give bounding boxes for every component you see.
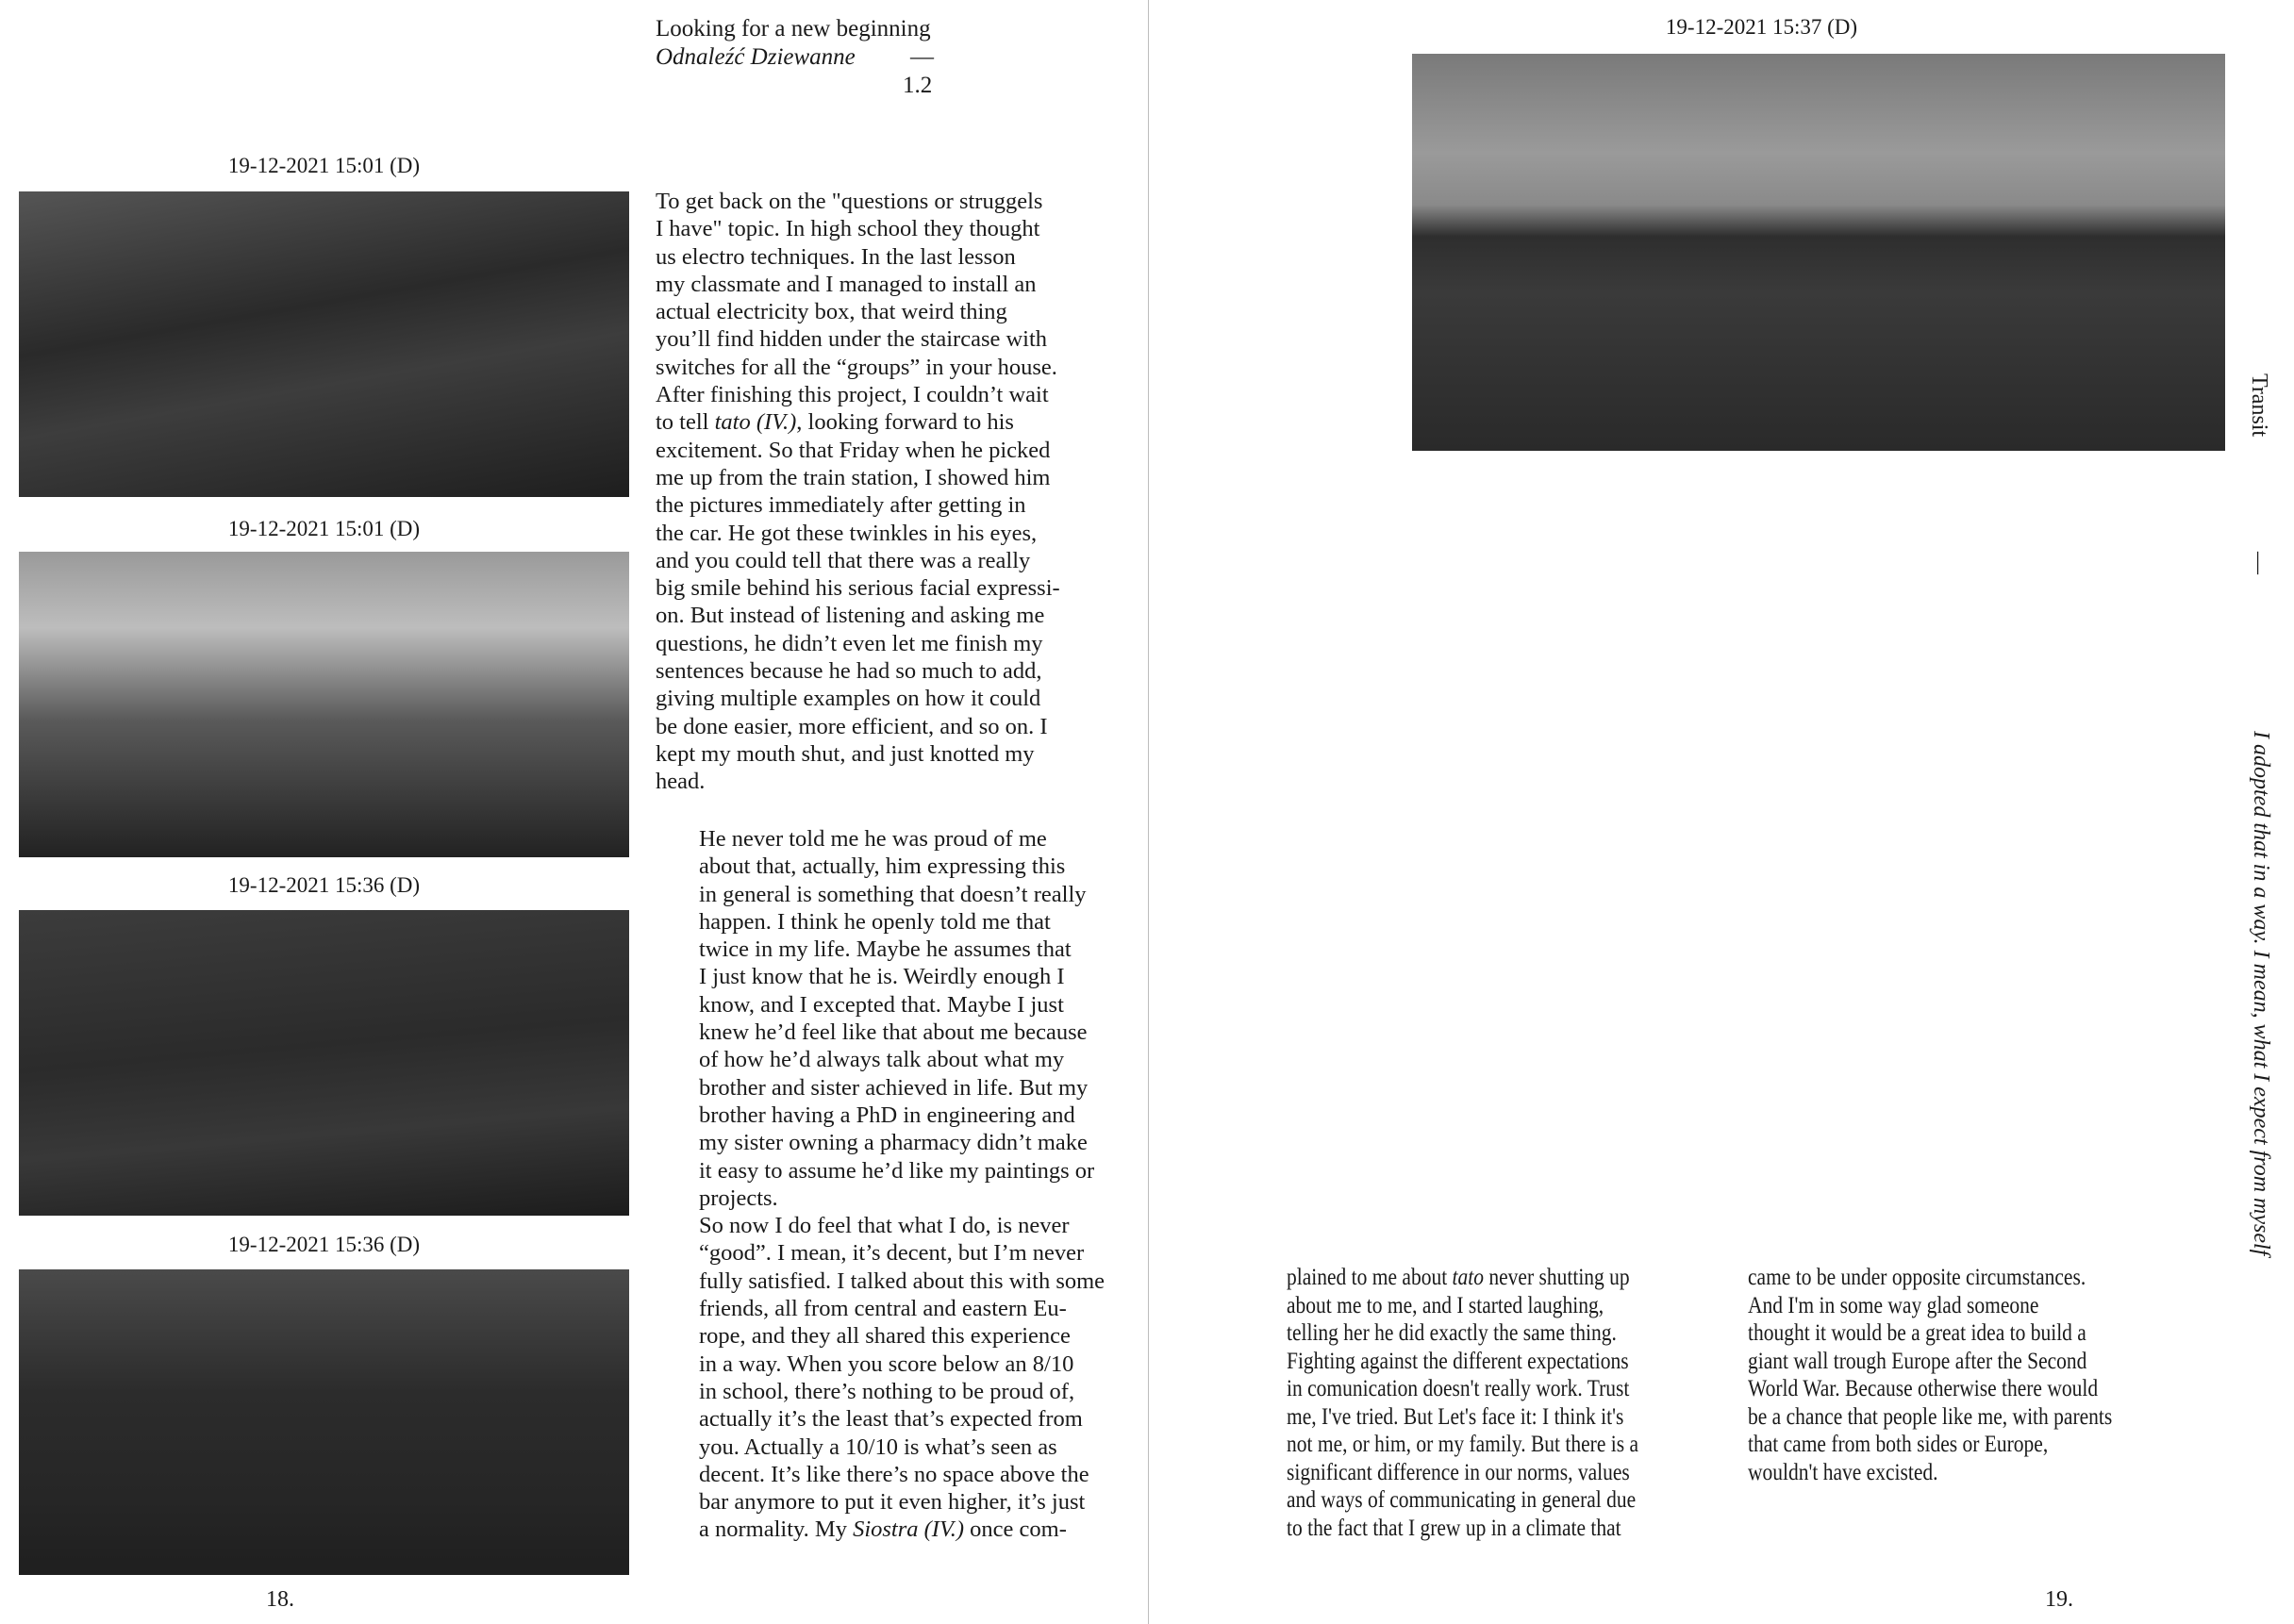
text-line: thought it would be a great idea to build a	[1748, 1320, 2086, 1346]
text-line: not me, or him, or my family. But there is a	[1287, 1432, 1638, 1457]
text-line: the car. He got these twinkles in his eyes,	[656, 520, 1038, 546]
header-dash: —	[910, 44, 934, 70]
text-line: sentences because he had so much to add,	[656, 658, 1042, 685]
text-line: about me to me, and I started laughing,	[1287, 1292, 1604, 1318]
text-line: me, I've tried. But Let's face it: I think it's	[1287, 1403, 1624, 1430]
page-spine	[1148, 0, 1149, 1624]
text-line: to tell tato (IV.), looking forward to his	[656, 409, 1014, 436]
photo-field-horizon	[1412, 54, 2225, 451]
text-line: in a way. When you score below an 8/10	[699, 1351, 1074, 1377]
text-line: excitement. So that Friday when he picked	[656, 437, 1051, 463]
text-line: brother having a PhD in engineering and	[699, 1102, 1075, 1128]
text-line: World War. Because otherwise there would	[1748, 1376, 2099, 1401]
text-line: my classmate and I managed to install an	[656, 271, 1037, 297]
text-line: on. But instead of listening and asking me	[656, 603, 1045, 629]
text-line: To get back on the "questions or struggels	[656, 189, 1043, 214]
text-line: actually it’s the least that’s expected from	[699, 1406, 1083, 1433]
photo-railway-blur	[19, 191, 629, 497]
text-line: actual electricity box, that weird thing	[656, 299, 1007, 325]
text-line: And I'm in some way glad someone	[1748, 1292, 2039, 1318]
text-line: After finishing this project, I couldn’t wait	[656, 382, 1049, 408]
text-line: He never told me he was proud of me	[699, 826, 1047, 852]
text-line: wouldn't have excisted.	[1748, 1459, 1938, 1485]
text-line: be done easier, more efficient, and so on. I	[656, 713, 1048, 739]
photo-caption: 19-12-2021 15:36 (D)	[227, 1233, 421, 1256]
chapter-number: 1.2	[903, 73, 933, 98]
text-line: came to be under opposite circumstances.	[1748, 1265, 2086, 1290]
text-line: giant wall trough Europe after the Second	[1748, 1348, 2087, 1374]
page-number-right: 19.	[2045, 1587, 2073, 1612]
text-line: knew he’d feel like that about me because	[699, 1019, 1088, 1046]
text-line: happen. I think he openly told me that	[699, 908, 1051, 935]
text-line: decent. It’s like there’s no space above the	[699, 1461, 1089, 1487]
body-column-2	[1748, 1264, 2112, 1486]
text-line: brother and sister achieved in life. But my	[699, 1074, 1089, 1101]
text-line: about that, actually, him expressing this	[699, 853, 1066, 880]
text-line: I have" topic. In high school they thought	[656, 216, 1040, 242]
text-line: to the fact that I grew up in a climate that	[1287, 1515, 1621, 1541]
photo-train-window	[19, 910, 629, 1216]
photo-landscape-blur	[19, 1269, 629, 1575]
text-line: fully satisfied. I talked about this with some	[699, 1268, 1105, 1294]
text-line: projects.	[699, 1185, 778, 1211]
photo-trees	[19, 552, 629, 857]
text-line: “good”. I mean, it’s decent, but I’m never	[699, 1240, 1085, 1267]
side-title: Transit	[2247, 373, 2271, 438]
text-line: know, and I excepted that. Maybe I just	[699, 991, 1064, 1018]
text-line: in general is something that doesn’t really	[699, 881, 1087, 907]
text-line: in comunication doesn't really work. Trust	[1287, 1376, 1630, 1401]
text-line: a normality. My Siostra (IV.) once com-	[699, 1516, 1067, 1543]
text-line: giving multiple examples on how it could	[656, 686, 1041, 712]
text-line: questions, he didn’t even let me finish my	[656, 630, 1043, 656]
text-line: you’ll find hidden under the staircase with	[656, 326, 1048, 353]
text-line: plained to me about tato never shutting up	[1287, 1265, 1630, 1290]
photo-caption: 19-12-2021 15:37 (D)	[1665, 15, 1858, 39]
text-line: bar anymore to put it even higher, it’s just	[699, 1489, 1086, 1516]
body-paragraph-1	[656, 188, 1060, 796]
side-quote: I adopted that in a way. I mean, what I expect from myself	[2249, 731, 2273, 1256]
text-line: switches for all the “groups” in your house.	[656, 354, 1057, 380]
text-line: and you could tell that there was a really	[656, 547, 1031, 573]
text-line: the pictures immediately after getting in	[656, 492, 1026, 519]
text-line: in school, there’s nothing to be proud of,	[699, 1378, 1075, 1404]
text-line: telling her he did exactly the same thing.	[1287, 1320, 1617, 1346]
text-line: significant difference in our norms, values	[1287, 1459, 1630, 1485]
text-line: Fighting against the different expectations	[1287, 1348, 1629, 1374]
text-line: head.	[656, 769, 706, 795]
running-header	[656, 15, 934, 98]
body-column-1	[1287, 1264, 1638, 1542]
text-line: friends, all from central and eastern Eu-	[699, 1296, 1067, 1322]
text-line: and ways of communicating in general due	[1287, 1487, 1637, 1513]
text-line: that came from both sides or Europe,	[1748, 1432, 2049, 1457]
book-subtitle: Odnaleźć Dziewanne	[656, 44, 856, 70]
photo-caption: 19-12-2021 15:36 (D)	[227, 873, 421, 897]
side-dash: —	[2247, 552, 2271, 574]
text-line: my sister owning a pharmacy didn’t make	[699, 1130, 1088, 1156]
photo-caption: 19-12-2021 15:01 (D)	[227, 154, 421, 177]
book-title: Looking for a new beginning	[656, 16, 931, 41]
text-line: of how he’d always talk about what my	[699, 1047, 1065, 1073]
text-line: it easy to assume he’d like my paintings or	[699, 1157, 1095, 1184]
text-line: me up from the train station, I showed him	[656, 464, 1051, 490]
text-line: us electro techniques. In the last lesson	[656, 243, 1016, 270]
text-line: you. Actually a 10/10 is what’s seen as	[699, 1433, 1057, 1460]
text-line: be a chance that people like me, with parents	[1748, 1403, 2113, 1430]
text-line: rope, and they all shared this experience	[699, 1323, 1071, 1350]
text-line: twice in my life. Maybe he assumes that	[699, 936, 1072, 963]
text-line: So now I do feel that what I do, is never	[699, 1213, 1070, 1239]
photo-caption: 19-12-2021 15:01 (D)	[227, 517, 421, 540]
text-line: kept my mouth shut, and just knotted my	[656, 740, 1035, 767]
text-line: I just know that he is. Weirdly enough I	[699, 964, 1065, 990]
page-number-left: 18.	[266, 1587, 294, 1612]
text-line: big smile behind his serious facial expressi-	[656, 575, 1060, 602]
body-paragraph-2	[699, 825, 1105, 1544]
